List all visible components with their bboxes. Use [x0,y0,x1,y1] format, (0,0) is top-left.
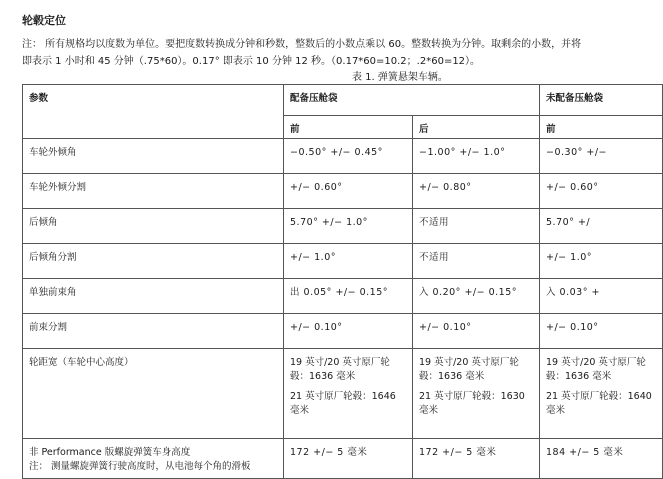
cell-value: 不适用 [413,209,540,244]
header-parameter: 参数 [23,85,284,139]
row-label: 后倾角分割 [23,244,284,279]
cell-value: 不适用 [413,244,540,279]
subheader-rear: 后 [413,116,540,139]
cell-value: 5.70° +/ [540,209,663,244]
table-row [23,279,663,314]
cell-value: +/− 0.10° [284,314,413,349]
row-label: 后倾角 [23,209,284,244]
alignment-spec-table [22,84,663,479]
cell-value: 5.70° +/− 1.0° [284,209,413,244]
cell-paragraph: 21 英寸原厂轮毂：1630 毫米 [419,391,525,416]
header-with-ballast-bag: 配备压舱袋 [284,85,540,116]
table-row [23,244,663,279]
cell-value: 172 +/− 5 毫米 [413,439,540,479]
cell-value [540,349,663,439]
conversion-note [22,36,607,70]
cell-paragraph: 21 英寸原厂轮毂：1640 毫米 [546,391,652,416]
row-label: 车轮外倾分割 [23,174,284,209]
row-label: 单独前束角 [23,279,284,314]
cell-value: +/− 0.10° [540,314,663,349]
cell-value: +/− 0.80° [413,174,540,209]
table-row [23,209,663,244]
cell-value: +/− 0.60° [540,174,663,209]
cell-paragraph: 19 英寸/20 英寸原厂轮毂：1636 毫米 [419,357,519,382]
note-line-2: 即表示 1 小时和 45 分钟（.75*60）。0.17° 即表示 10 分钟 12 秒。（0.17*60=10.2；.2*60=12）。 [22,56,481,67]
cell-value: 入 0.20° +/− 0.15° [413,279,540,314]
cell-value: 入 0.03° + [540,279,663,314]
table-row [23,439,663,479]
cell-paragraph: 19 英寸/20 英寸原厂轮毂：1636 毫米 [290,357,390,382]
note-line-1: 注： 所有规格均以度数为单位。要把度数转换成分钟和秒数，整数后的小数点乘以 60。整数转换为分钟。取剩余的小数，并将 [22,39,582,50]
row-label-line: 非 Performance 版螺旋弹簧车身高度 [29,447,191,458]
cell-value [413,349,540,439]
table-row [23,349,663,439]
cell-value: 184 +/− 5 毫米 [540,439,663,479]
cell-paragraph: 21 英寸原厂轮毂：1646 毫米 [290,391,396,416]
row-label: 车轮外倾角 [23,139,284,174]
cell-value: −0.50° +/− 0.45° [284,139,413,174]
table-row [23,174,663,209]
header-without-ballast-bag: 未配备压舱袋 [540,85,663,116]
cell-value: +/− 0.60° [284,174,413,209]
subheader-front-2: 前 [540,116,663,139]
table-caption: 表 1. 弹簧悬架车辆。 [352,72,448,83]
row-label [23,439,284,479]
page-title: 轮毂定位 [22,14,66,27]
row-label: 前束分割 [23,314,284,349]
cell-value: −0.30° +/− [540,139,663,174]
row-label: 轮距宽（车轮中心高度） [23,349,284,439]
row-label-note: 注： 测量螺旋弹簧行驶高度时，从电池每个角的滑板 [29,461,251,472]
cell-value: +/− 1.0° [284,244,413,279]
cell-value: +/− 1.0° [540,244,663,279]
table-row [23,139,663,174]
cell-value: 172 +/− 5 毫米 [284,439,413,479]
cell-value: −1.00° +/− 1.0° [413,139,540,174]
cell-value: +/− 0.10° [413,314,540,349]
cell-value: 出 0.05° +/− 0.15° [284,279,413,314]
cell-value [284,349,413,439]
table-row [23,314,663,349]
cell-paragraph: 19 英寸/20 英寸原厂轮毂：1636 毫米 [546,357,646,382]
subheader-front: 前 [284,116,413,139]
